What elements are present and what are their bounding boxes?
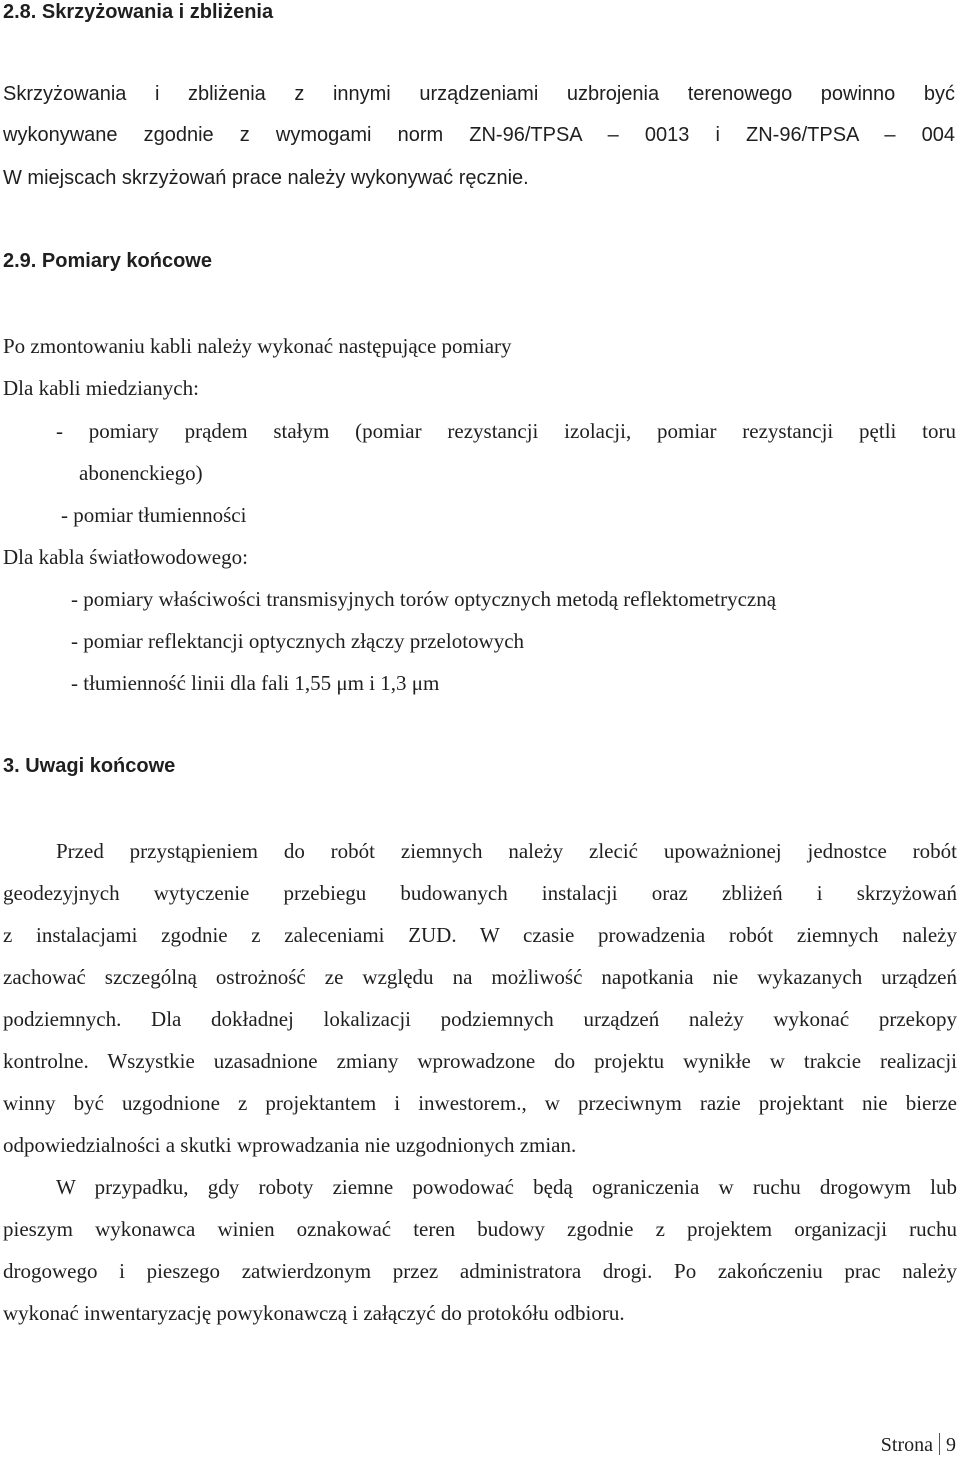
paragraph-line: Przed przystąpieniem do robót ziemnych należy zlecić upoważnionej jednostce robót	[56, 839, 957, 863]
list-label-fiber: Dla kabla światłowodowego:	[3, 545, 248, 569]
paragraph-line: winny być uzgodnione z projektantem i inwestorem., w przeciwnym razie projektant nie bierze	[3, 1091, 957, 1115]
section-heading-2-9: 2.9. Pomiary końcowe	[3, 250, 212, 272]
page-number: 9	[946, 1434, 956, 1456]
footer-divider	[939, 1433, 940, 1455]
paragraph-line: geodezyjnych wytyczenie przebiegu budowanych instalacji oraz zbliżeń i skrzyżowań	[3, 881, 957, 905]
list-item-continuation: abonenckiego)	[79, 461, 203, 485]
page-footer	[881, 1433, 956, 1457]
paragraph-line: W miejscach skrzyżowań prace należy wykonywać ręcznie.	[3, 167, 529, 189]
list-item: - pomiar tłumienności	[61, 503, 247, 527]
paragraph-line: kontrolne. Wszystkie uzasadnione zmiany wprowadzone do projektu wynikłe w trakcie realizacji	[3, 1049, 957, 1073]
list-item: - pomiary właściwości transmisyjnych torów optycznych metodą reflektometryczną	[71, 587, 777, 611]
paragraph-line: podziemnych. Dla dokładnej lokalizacji podziemnych urządzeń należy wykonać przekopy	[3, 1007, 957, 1031]
footer-label: Strona	[880, 1434, 933, 1456]
section-heading-3: 3. Uwagi końcowe	[3, 755, 176, 777]
list-item: - tłumienność linii dla fali 1,55 μm i 1,3 μm	[71, 671, 440, 695]
paragraph-line: Skrzyżowania i zbliżenia z innymi urządzeniami uzbrojenia terenowego powinno być	[3, 83, 955, 105]
list-item: - pomiar reflektancji optycznych złączy przelotowych	[71, 629, 525, 653]
list-label-copper: Dla kabli miedzianych:	[3, 376, 199, 400]
paragraph-line: z instalacjami zgodnie z zaleceniami ZUD. W czasie prowadzenia robót ziemnych należy	[3, 923, 957, 947]
paragraph-line: zachować szczególną ostrożność ze względu na możliwość napotkania nie wykazanych urządzeń	[3, 965, 957, 989]
paragraph-line: Po zmontowaniu kabli należy wykonać następujące pomiary	[3, 334, 512, 358]
paragraph-line: drogowego i pieszego zatwierdzonym przez administratora drogi. Po zakończeniu prac należy	[3, 1259, 957, 1283]
list-item: - pomiary prądem stałym (pomiar rezystancji izolacji, pomiar rezystancji pętli toru	[56, 419, 956, 443]
paragraph-line: wykonać inwentaryzację powykonawczą i załączyć do protokółu odbioru.	[3, 1301, 625, 1325]
section-heading-2-8: 2.8. Skrzyżowania i zbliżenia	[3, 1, 274, 23]
paragraph-line: pieszym wykonawca winien oznakować teren budowy zgodnie z projektem organizacji ruchu	[3, 1217, 957, 1241]
paragraph-line: wykonywane zgodnie z wymogami norm ZN-96/TPSA – 0013 i ZN-96/TPSA – 004	[3, 124, 955, 146]
paragraph-line: W przypadku, gdy roboty ziemne powodować będą ograniczenia w ruchu drogowym lub	[56, 1175, 957, 1199]
paragraph-line: odpowiedzialności a skutki wprowadzania nie uzgodnionych zmian.	[3, 1133, 577, 1157]
